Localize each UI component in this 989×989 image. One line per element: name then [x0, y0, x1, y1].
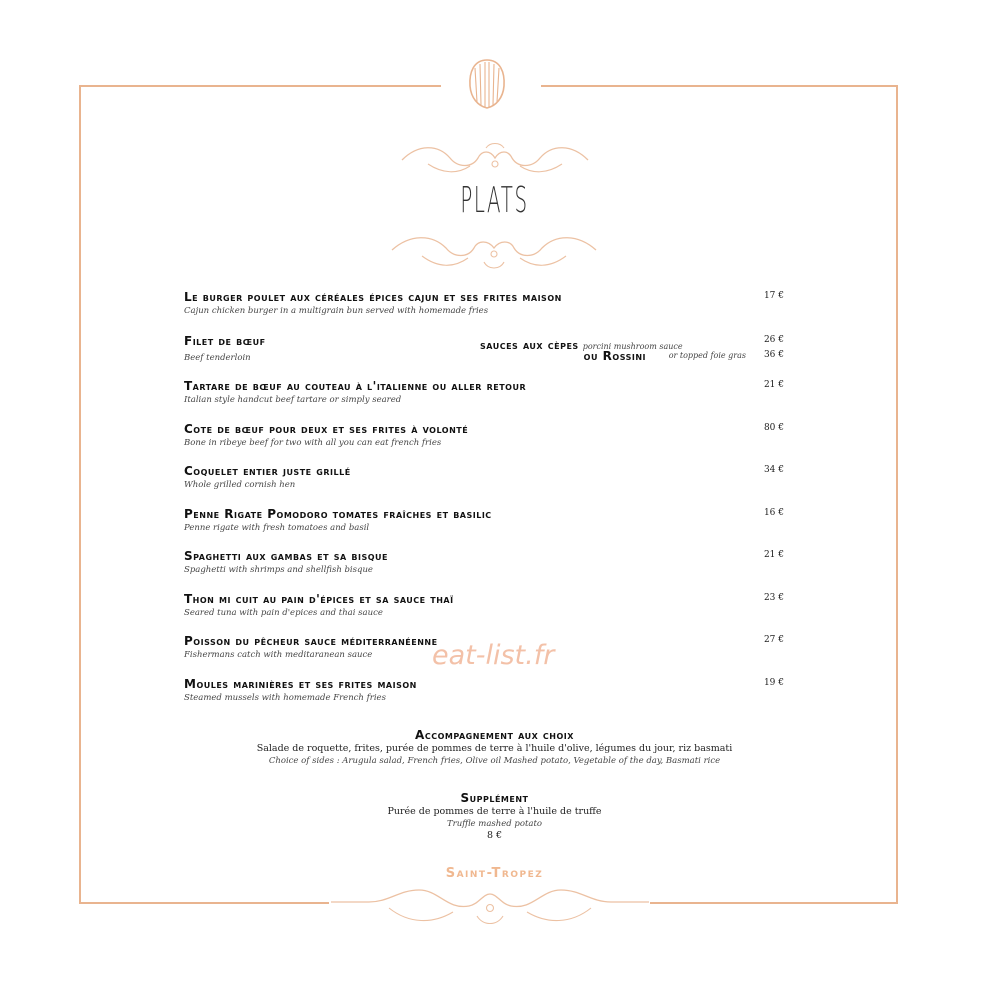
item-description: Italian style handcut beef tartare or simply seared [184, 395, 402, 405]
item-price: 26 € [763, 335, 784, 345]
item-description: Fishermans catch with meditaranean sauce [184, 650, 373, 660]
flourish-top-icon [398, 140, 592, 180]
watermark: eat-list.fr [432, 640, 555, 671]
item-description: Penne rigate with fresh tomatoes and basil [184, 523, 370, 533]
frame-right [896, 85, 898, 904]
item-description: Cajun chicken burger in a multigrain bun served with homemade fries [184, 306, 489, 316]
flourish-under-title-icon [388, 228, 600, 274]
sides-title: Accompagnement aux choix [415, 728, 574, 742]
sauce-name: sauces aux cèpes [480, 338, 579, 352]
item-price: 80 € [763, 423, 784, 433]
sides-list-fr: Salade de roquette, frites, purée de pommes de terre à l'huile d'olive, légumes du jour, riz basmati [256, 743, 733, 754]
item-description: Seared tuna with pain d'epices and thai sauce [184, 608, 383, 618]
supplement-en: Truffle mashed potato [446, 819, 543, 829]
sauce-option-rossini: ou Rossini [583, 349, 646, 363]
menu-item [184, 379, 784, 405]
item-name: Moules marinières et ses frites maison [184, 677, 417, 691]
flourish-bottom-icon [329, 880, 651, 930]
item-description: Spaghetti with shrimps and shellfish bisque [184, 565, 373, 575]
sauce-note: porcini mushroom sauce [582, 342, 683, 351]
item-price: 16 € [763, 508, 784, 518]
item-price: 19 € [763, 678, 784, 688]
menu-item [184, 677, 784, 703]
item-price-rossini: 36 € [763, 350, 784, 360]
menu-item [184, 334, 784, 364]
menu-item [184, 290, 784, 316]
item-price: 21 € [763, 550, 784, 560]
frame-left [79, 85, 81, 904]
item-name: Tartare de bœuf au couteau à l'italienne ou aller retour [184, 379, 527, 393]
supplement-title: Supplément [460, 791, 529, 805]
sides-section [0, 728, 989, 766]
item-name: Cote de bœuf pour deux et ses frites à volonté [184, 422, 469, 436]
footer-signature: Saint-Tropez [445, 866, 544, 881]
menu-item [184, 507, 784, 533]
item-name: Coquelet entier juste grillé [184, 464, 351, 478]
page-title: PLATS [460, 180, 529, 221]
item-description: Bone in ribeye beef for two with all you can eat french fries [184, 438, 442, 448]
sauce-note: or topped foie gras [668, 351, 746, 360]
supplement-fr: Purée de pommes de terre à l'huile de truffe [387, 806, 602, 817]
item-price: 23 € [763, 593, 784, 603]
item-price: 21 € [763, 380, 784, 390]
item-description: Whole grilled cornish hen [184, 480, 296, 490]
item-name: Spaghetti aux gambas et sa bisque [184, 549, 389, 563]
item-description: Beef tenderloin [184, 353, 251, 363]
item-price: 34 € [763, 465, 784, 475]
menu-item [184, 464, 784, 490]
item-price: 27 € [763, 635, 784, 645]
frame-bottom-left [79, 902, 329, 904]
item-description: Steamed mussels with homemade French fries [184, 693, 386, 703]
supplement-price: 8 € [486, 830, 503, 841]
shell-icon [466, 58, 508, 110]
sides-list-en: Choice of sides : Arugula salad, French fries, Olive oil Mashed potato, Vegetable of the day, Basmati rice [268, 756, 721, 766]
item-name: Filet de bœuf [184, 334, 266, 348]
item-name: Le burger poulet aux céréales épices cajun et ses frites maison [184, 290, 562, 304]
menu-item [184, 592, 784, 618]
menu-item [184, 549, 784, 575]
sauce-option-porcini [480, 334, 683, 353]
supplement-section [0, 791, 989, 841]
menu-item [184, 422, 784, 448]
item-price: 17 € [763, 291, 784, 301]
item-name: Thon mi cuit au pain d'épices et sa sauce thaï [184, 592, 454, 606]
frame-bottom-right [650, 902, 898, 904]
frame-top-right [541, 85, 898, 87]
item-name: Poisson du pêcheur sauce méditerranéenne [184, 634, 438, 648]
frame-top-left [79, 85, 441, 87]
item-name: Penne Rigate Pomodoro tomates fraîches et basilic [184, 507, 492, 521]
